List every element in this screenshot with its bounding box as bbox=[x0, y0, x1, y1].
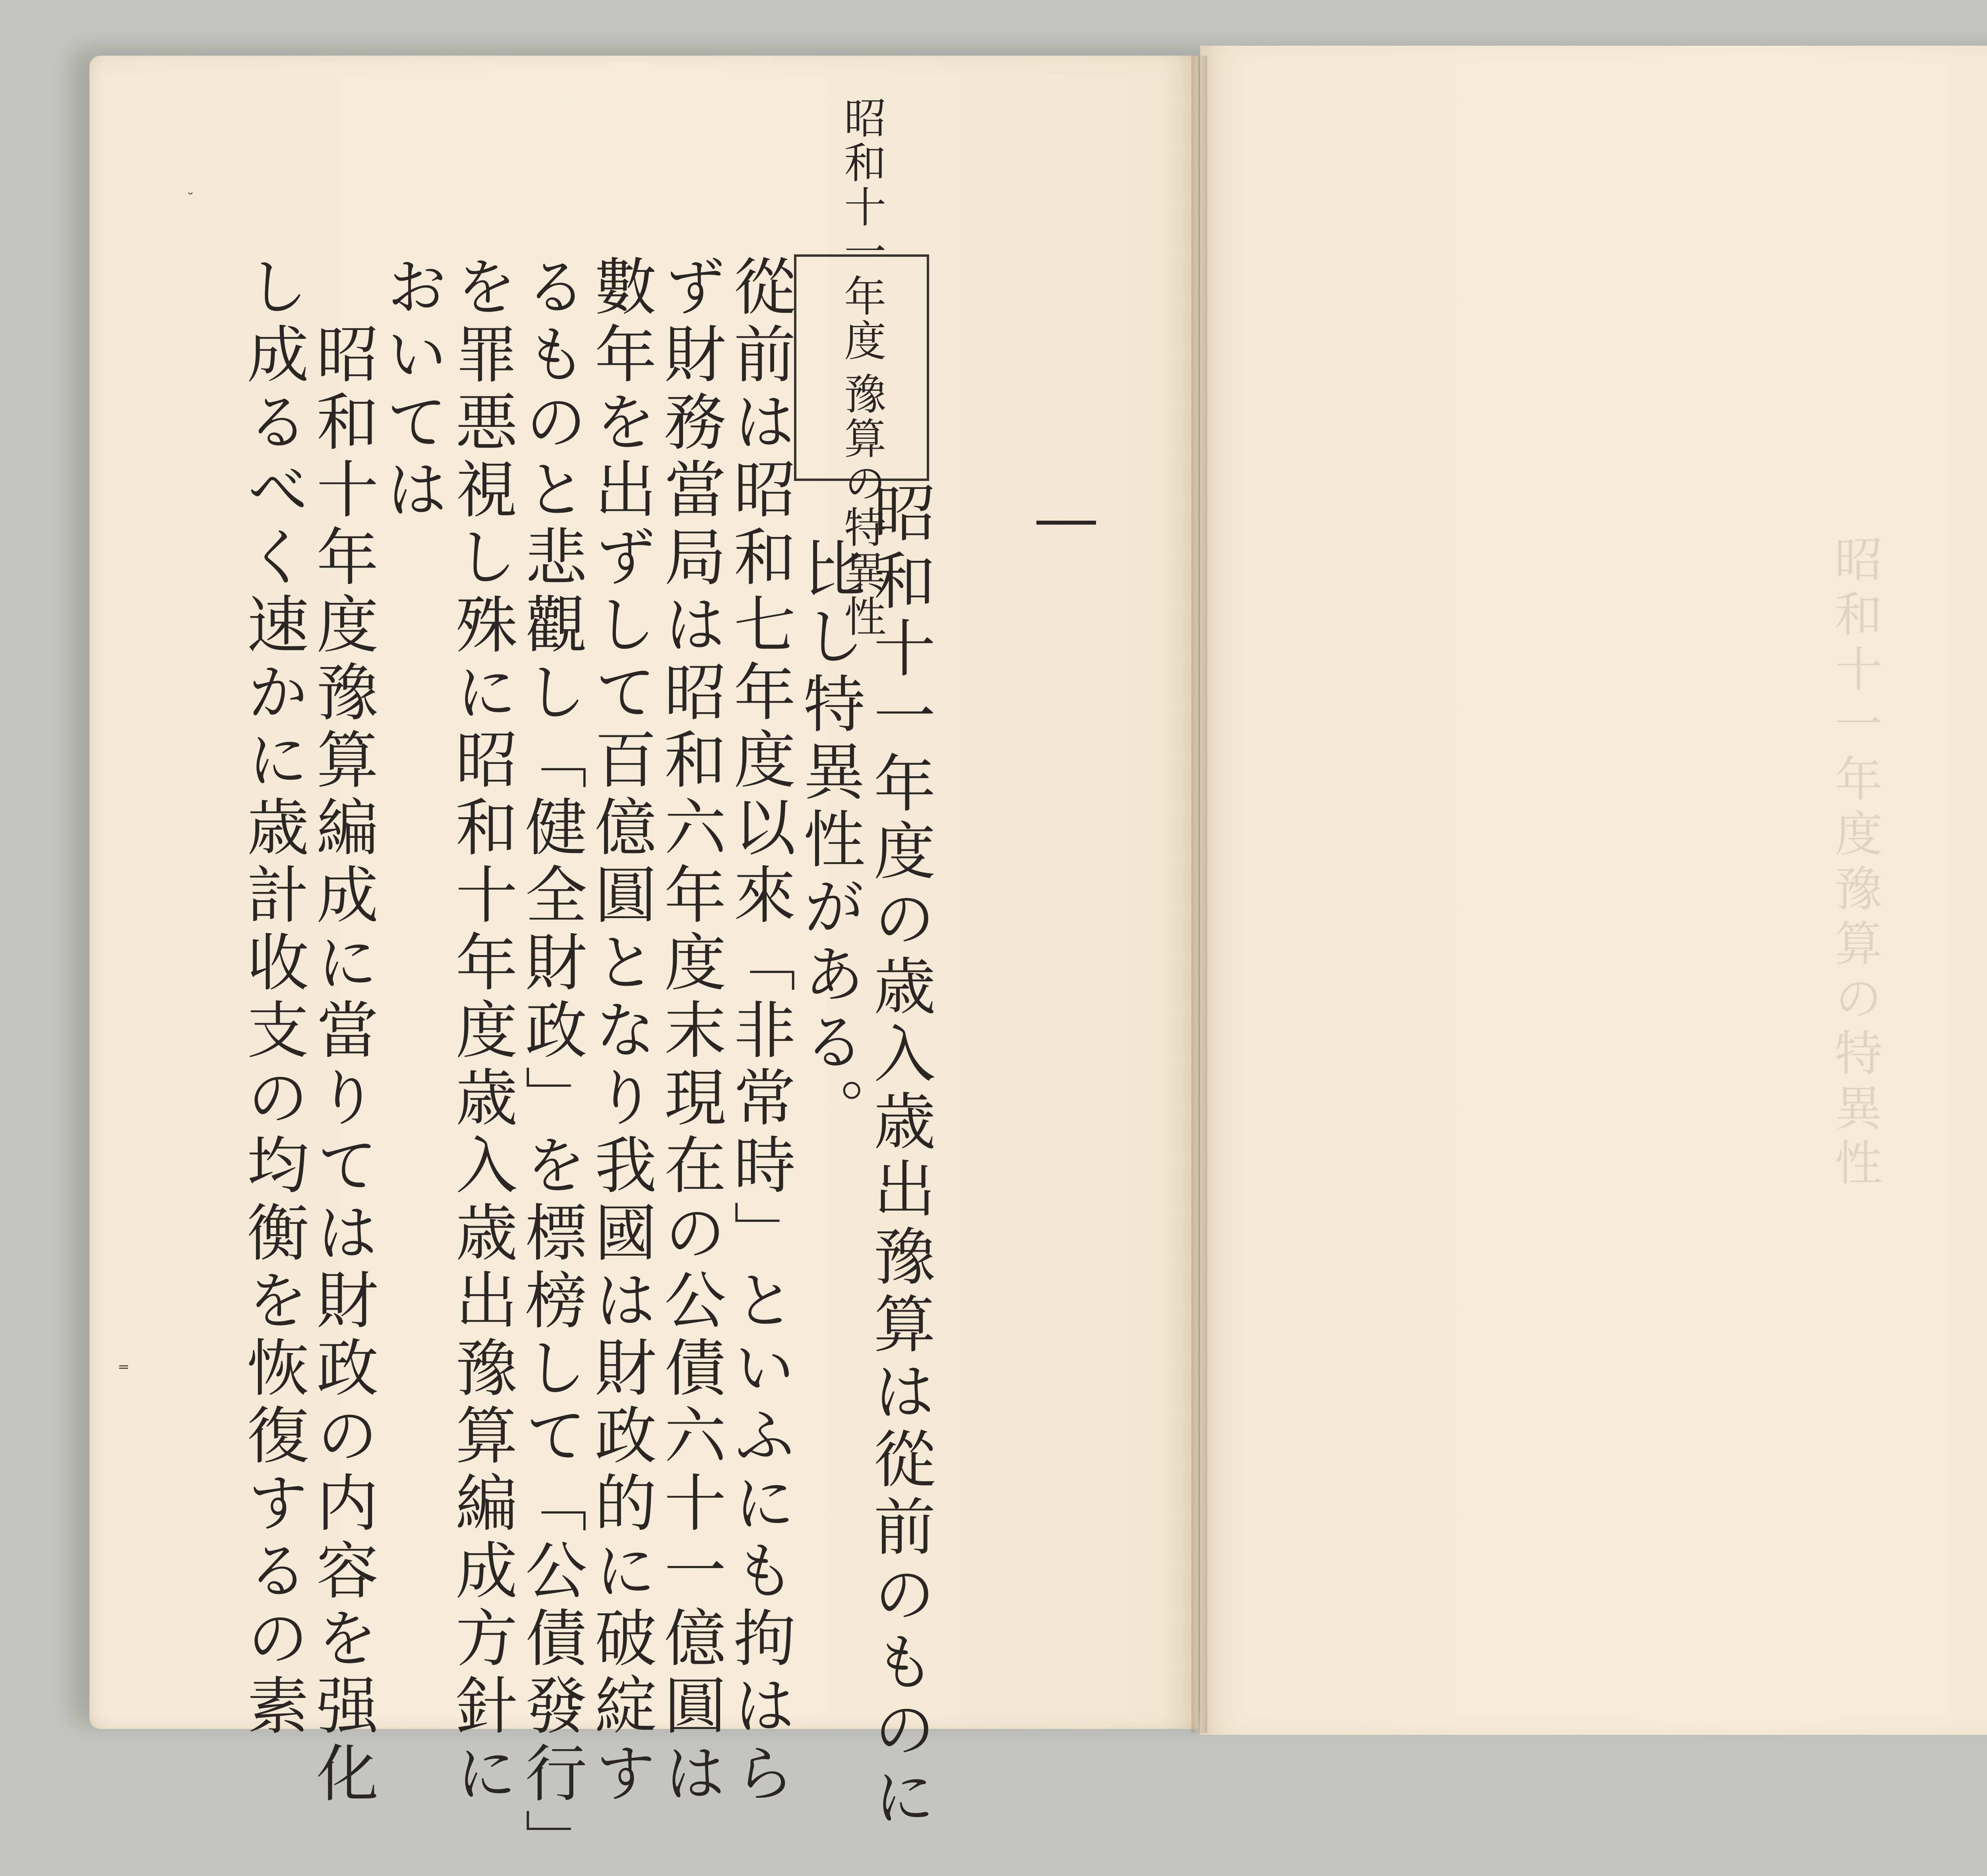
text-column-1: 昭和十一年度の歳入歳出豫算は從前のものに bbox=[863, 481, 935, 1832]
ghost-char: 一 bbox=[1827, 699, 1882, 754]
text-column-4: ず財務當局は昭和六年度末現在の公債六十一億圓は bbox=[654, 254, 726, 1808]
text-column-6: るものと悲觀し「健全財政」を標榜して「公債發行」 bbox=[515, 254, 587, 1876]
ghost-char: 度 bbox=[1827, 809, 1882, 864]
section-heading-box bbox=[794, 96, 929, 639]
ghost-char: 算 bbox=[1827, 919, 1882, 973]
book-spine bbox=[1191, 56, 1207, 1733]
show-through-text bbox=[1820, 535, 1888, 1193]
ghost-char: 年 bbox=[1827, 754, 1882, 809]
text-column-2: 比し特異性がある。 bbox=[793, 537, 865, 1145]
margin-mark: ˘ bbox=[187, 191, 194, 207]
right-page bbox=[1200, 46, 1987, 1735]
ghost-char: 昭 bbox=[1827, 535, 1882, 589]
ghost-char: 異 bbox=[1827, 1083, 1882, 1138]
section-number bbox=[1036, 521, 1096, 525]
ghost-char: 豫 bbox=[1827, 864, 1882, 919]
heading-line-2: 豫算の特異性 bbox=[837, 372, 887, 639]
ghost-char: 十 bbox=[1827, 644, 1882, 699]
ghost-char: 特 bbox=[1827, 1028, 1882, 1083]
text-column-5: 數年を出ずして百億圓となり我國は財政的に破綻す bbox=[584, 254, 657, 1808]
ghost-char: 性 bbox=[1827, 1138, 1882, 1193]
text-column-7: を罪悪視し殊に昭和十年度歳入歳出豫算編成方針に bbox=[445, 254, 517, 1808]
text-column-8: おいては bbox=[376, 254, 448, 525]
text-column-10: し成るべく速かに歳計收支の均衡を恢復するの素 bbox=[236, 254, 309, 1741]
margin-mark: ═ bbox=[119, 1359, 128, 1376]
ghost-char: の bbox=[1827, 973, 1882, 1028]
ghost-char: 和 bbox=[1827, 589, 1882, 644]
text-column-9: 昭和十年度豫算編成に當りては財政の内容を强化 bbox=[306, 322, 378, 1808]
heading-line-1: 昭和十一年度 bbox=[837, 96, 887, 363]
text-column-3: 從前は昭和七年度以來「非常時」といふにも拘はら bbox=[723, 254, 796, 1808]
